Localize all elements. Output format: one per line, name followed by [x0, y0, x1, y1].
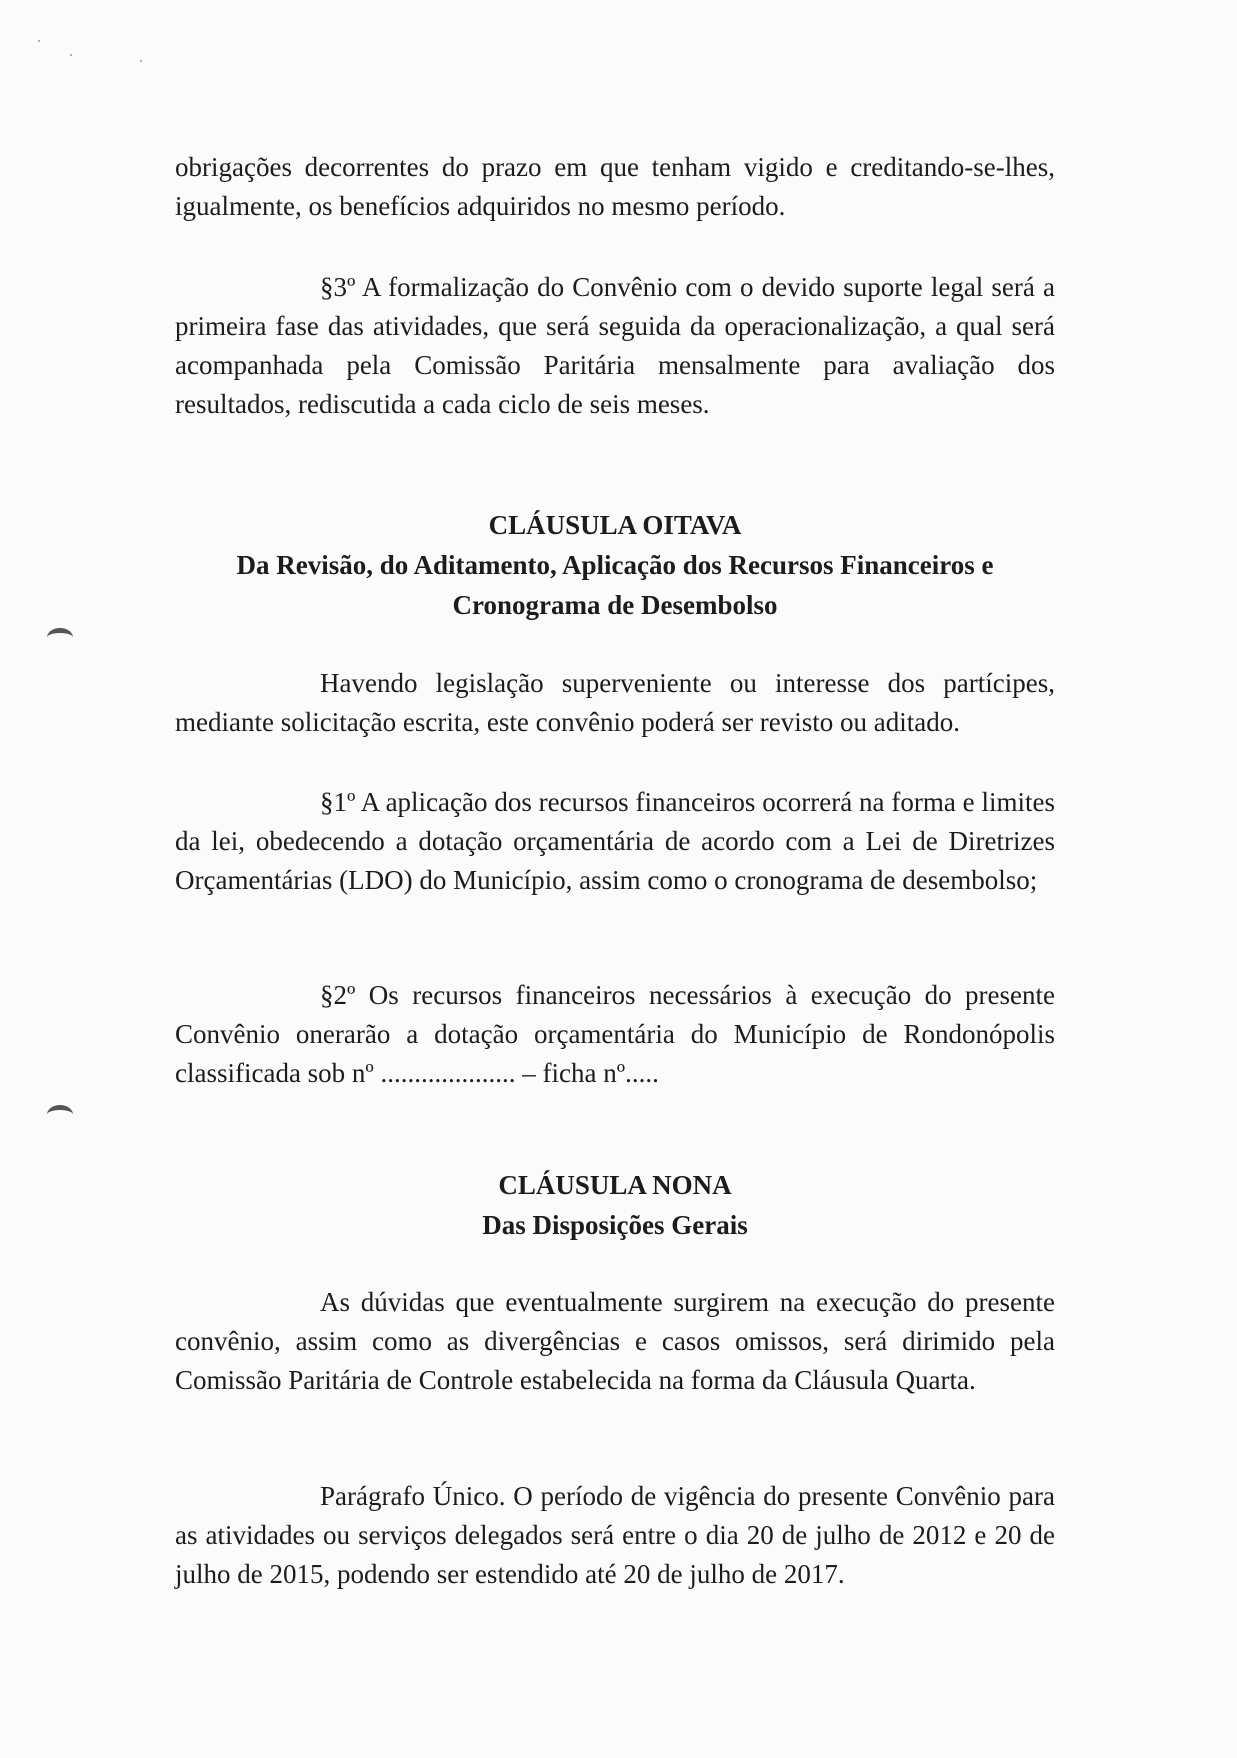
clausula-nona-title: CLÁUSULA NONA [498, 1170, 732, 1200]
clausula-oitava-heading [175, 505, 1055, 625]
paragraph-3 [175, 268, 1055, 424]
scan-speck [70, 54, 72, 56]
clausula-oitava-paragraph-2-text: §2º Os recursos financeiros necessários à execução do presente Convênio onerarão a dotação orçamentária do Município de Rondonópolis classificada sob nº .................... – ficha nº..... [175, 980, 1055, 1088]
clausula-oitava-subtitle-2: Cronograma de Desembolso [452, 590, 778, 620]
clausula-oitava-intro [175, 664, 1055, 742]
scan-speck [140, 60, 142, 62]
clausula-nona-subtitle: Das Disposições Gerais [482, 1210, 748, 1240]
clausula-nona-intro [175, 1283, 1055, 1400]
paragrafo-unico [175, 1477, 1055, 1594]
clausula-oitava-intro-text: Havendo legislação superveniente ou interesse dos partícipes, mediante solicitação escrita, este convênio poderá ser revisto ou aditado. [175, 668, 1055, 737]
clausula-nona-intro-text: As dúvidas que eventualmente surgirem na execução do presente convênio, assim como as divergências e casos omissos, será dirimido pela Comissão Paritária de Controle estabelecida na forma da Cláusula Quarta. [175, 1287, 1055, 1395]
continuation-text: obrigações decorrentes do prazo em que tenham vigido e creditando-se-lhes, igualmente, os benefícios adquiridos no mesmo período. [175, 152, 1055, 221]
clausula-oitava-paragraph-1 [175, 783, 1055, 900]
clausula-oitava-subtitle-1: Da Revisão, do Aditamento, Aplicação dos Recursos Financeiros e [236, 550, 994, 580]
punch-hole-mark [47, 1105, 73, 1124]
clausula-oitava-paragraph-2 [175, 976, 1055, 1093]
continuation-paragraph [175, 148, 1055, 226]
clausula-oitava-paragraph-1-text: §1º A aplicação dos recursos financeiros ocorrerá na forma e limites da lei, obedecendo a dotação orçamentária de acordo com a Lei de Diretrizes Orçamentárias (LDO) do Município, assim como o cronograma de desembolso; [175, 787, 1055, 895]
punch-hole-mark [47, 628, 73, 647]
clausula-nona-heading [175, 1165, 1055, 1245]
clausula-oitava-title: CLÁUSULA OITAVA [488, 510, 742, 540]
scan-speck [38, 40, 40, 42]
paragrafo-unico-text: Parágrafo Único. O período de vigência do presente Convênio para as atividades ou serviços delegados será entre o dia 20 de julho de 2012 e 20 de julho de 2015, podendo ser estendido até 20 de julho de 2017. [175, 1481, 1055, 1589]
paragraph-3-text: §3º A formalização do Convênio com o devido suporte legal será a primeira fase das atividades, que será seguida da operacionalização, a qual será acompanhada pela Comissão Paritária mensalmente para avaliação dos resultados, rediscutida a cada ciclo de seis meses. [175, 272, 1055, 419]
